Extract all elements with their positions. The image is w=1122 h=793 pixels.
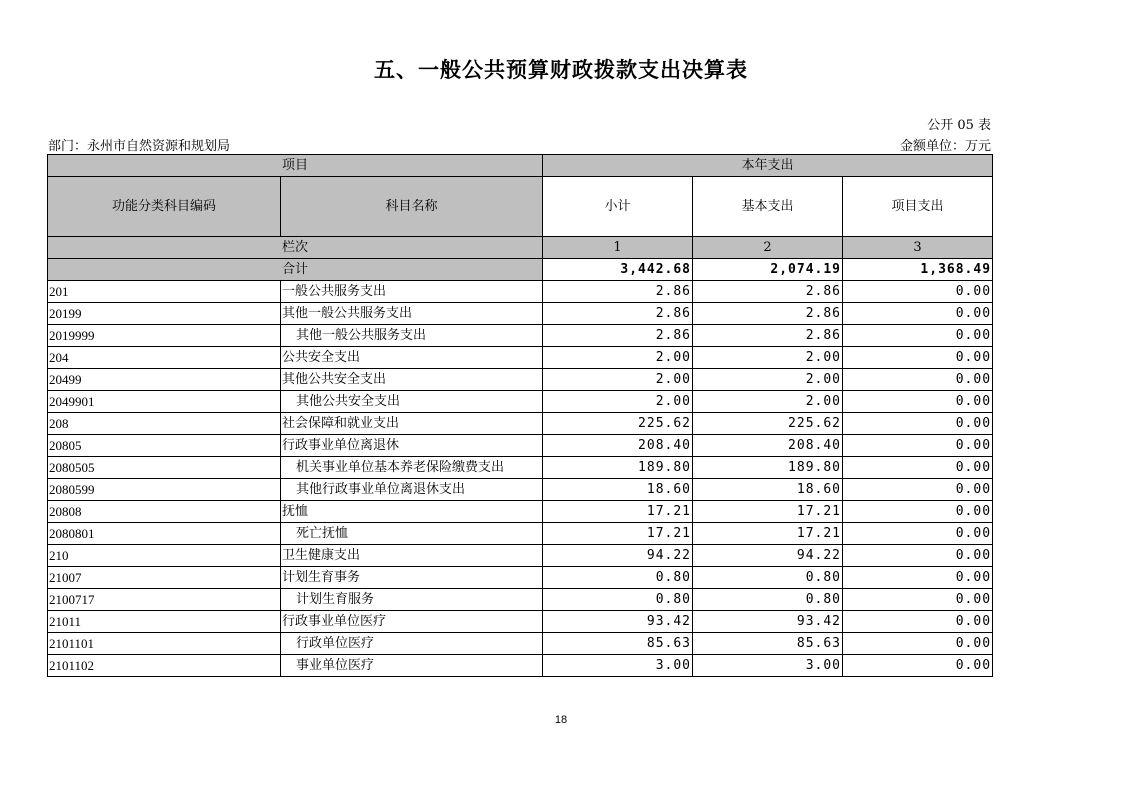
row-code: 20805	[48, 435, 281, 457]
row-name: 计划生育服务	[281, 589, 543, 611]
header-project: 项目	[48, 155, 543, 177]
row-project: 0.00	[843, 281, 993, 303]
table-row	[48, 633, 993, 655]
row-project: 0.00	[843, 435, 993, 457]
row-name: 一般公共服务支出	[281, 281, 543, 303]
table-row	[48, 611, 993, 633]
row-basic: 18.60	[693, 479, 843, 501]
row-name: 计划生育事务	[281, 567, 543, 589]
row-code: 20199	[48, 303, 281, 325]
row-project: 0.00	[843, 611, 993, 633]
table-row	[48, 391, 993, 413]
table-row	[48, 347, 993, 369]
row-subtotal: 0.80	[543, 567, 693, 589]
table-row	[48, 281, 993, 303]
row-name: 机关事业单位基本养老保险缴费支出	[281, 457, 543, 479]
column-index-3: 3	[843, 237, 993, 259]
row-basic: 94.22	[693, 545, 843, 567]
table-row	[48, 567, 993, 589]
row-project: 0.00	[843, 501, 993, 523]
total-project: 1,368.49	[843, 259, 993, 281]
table-row	[48, 523, 993, 545]
row-project: 0.00	[843, 347, 993, 369]
row-code: 20499	[48, 369, 281, 391]
row-subtotal: 2.86	[543, 325, 693, 347]
row-project: 0.00	[843, 523, 993, 545]
table-row	[48, 369, 993, 391]
table-row	[48, 325, 993, 347]
table-row	[48, 501, 993, 523]
row-name: 公共安全支出	[281, 347, 543, 369]
total-basic: 2,074.19	[693, 259, 843, 281]
row-basic: 2.86	[693, 303, 843, 325]
row-name: 其他行政事业单位离退休支出	[281, 479, 543, 501]
row-project: 0.00	[843, 369, 993, 391]
row-code: 20808	[48, 501, 281, 523]
row-basic: 17.21	[693, 501, 843, 523]
row-project: 0.00	[843, 303, 993, 325]
department-label: 部门：永州市自然资源和规划局	[48, 139, 231, 154]
row-name: 其他一般公共服务支出	[281, 303, 543, 325]
header-basic: 基本支出	[693, 177, 843, 237]
row-code: 21011	[48, 611, 281, 633]
row-name: 行政事业单位离退休	[281, 435, 543, 457]
row-name: 其他公共安全支出	[281, 391, 543, 413]
header-row-index	[48, 237, 993, 259]
row-name: 其他一般公共服务支出	[281, 325, 543, 347]
row-subtotal: 2.86	[543, 281, 693, 303]
form-number: 公开 05 表	[927, 118, 991, 133]
table-row	[48, 479, 993, 501]
row-code: 2101102	[48, 655, 281, 677]
row-code: 2100717	[48, 589, 281, 611]
row-project: 0.00	[843, 391, 993, 413]
row-basic: 3.00	[693, 655, 843, 677]
row-name: 行政事业单位医疗	[281, 611, 543, 633]
row-subtotal: 208.40	[543, 435, 693, 457]
row-code: 2101101	[48, 633, 281, 655]
row-code: 2049901	[48, 391, 281, 413]
row-code: 21007	[48, 567, 281, 589]
row-subtotal: 17.21	[543, 523, 693, 545]
row-project: 0.00	[843, 413, 993, 435]
row-subtotal: 3.00	[543, 655, 693, 677]
header-subtotal: 小计	[543, 177, 693, 237]
row-subtotal: 18.60	[543, 479, 693, 501]
total-subtotal: 3,442.68	[543, 259, 693, 281]
row-subtotal: 93.42	[543, 611, 693, 633]
header-project-expense: 项目支出	[843, 177, 993, 237]
header-name: 科目名称	[281, 177, 543, 237]
row-project: 0.00	[843, 589, 993, 611]
table-row	[48, 435, 993, 457]
header-row-columns	[48, 177, 993, 237]
total-row	[48, 259, 993, 281]
header-row-top	[48, 155, 993, 177]
table-row	[48, 545, 993, 567]
row-basic: 2.00	[693, 391, 843, 413]
table-row	[48, 413, 993, 435]
row-name: 事业单位医疗	[281, 655, 543, 677]
row-basic: 17.21	[693, 523, 843, 545]
expenditure-table	[47, 154, 993, 677]
amount-unit-label: 金额单位：万元	[899, 139, 991, 154]
table-row	[48, 655, 993, 677]
column-index-2: 2	[693, 237, 843, 259]
row-subtotal: 2.00	[543, 391, 693, 413]
row-name: 社会保障和就业支出	[281, 413, 543, 435]
row-name: 行政单位医疗	[281, 633, 543, 655]
row-project: 0.00	[843, 655, 993, 677]
row-basic: 2.00	[693, 347, 843, 369]
row-project: 0.00	[843, 457, 993, 479]
table-body	[48, 281, 993, 677]
row-code: 2080505	[48, 457, 281, 479]
row-name: 卫生健康支出	[281, 545, 543, 567]
header-current-year: 本年支出	[543, 155, 993, 177]
table-row	[48, 589, 993, 611]
row-subtotal: 0.80	[543, 589, 693, 611]
row-code: 210	[48, 545, 281, 567]
row-code: 2080599	[48, 479, 281, 501]
row-basic: 2.86	[693, 281, 843, 303]
row-subtotal: 189.80	[543, 457, 693, 479]
row-project: 0.00	[843, 325, 993, 347]
page-number: 18	[554, 714, 568, 726]
row-subtotal: 225.62	[543, 413, 693, 435]
row-basic: 225.62	[693, 413, 843, 435]
row-code: 2080801	[48, 523, 281, 545]
row-project: 0.00	[843, 633, 993, 655]
row-name: 死亡抚恤	[281, 523, 543, 545]
row-subtotal: 2.86	[543, 303, 693, 325]
row-code: 204	[48, 347, 281, 369]
row-basic: 189.80	[693, 457, 843, 479]
row-subtotal: 2.00	[543, 369, 693, 391]
column-index-label: 栏次	[48, 237, 543, 259]
page-title: 五、一般公共预算财政拨款支出决算表	[374, 58, 748, 82]
total-label: 合计	[48, 259, 543, 281]
row-basic: 93.42	[693, 611, 843, 633]
row-name: 其他公共安全支出	[281, 369, 543, 391]
row-basic: 2.00	[693, 369, 843, 391]
header-code: 功能分类科目编码	[48, 177, 281, 237]
row-basic: 0.80	[693, 589, 843, 611]
row-basic: 208.40	[693, 435, 843, 457]
table-row	[48, 457, 993, 479]
row-project: 0.00	[843, 567, 993, 589]
row-code: 208	[48, 413, 281, 435]
row-subtotal: 17.21	[543, 501, 693, 523]
row-code: 2019999	[48, 325, 281, 347]
row-basic: 2.86	[693, 325, 843, 347]
row-subtotal: 85.63	[543, 633, 693, 655]
row-subtotal: 94.22	[543, 545, 693, 567]
row-subtotal: 2.00	[543, 347, 693, 369]
row-basic: 85.63	[693, 633, 843, 655]
row-code: 201	[48, 281, 281, 303]
row-name: 抚恤	[281, 501, 543, 523]
row-project: 0.00	[843, 479, 993, 501]
row-project: 0.00	[843, 545, 993, 567]
column-index-1: 1	[543, 237, 693, 259]
row-basic: 0.80	[693, 567, 843, 589]
table-row	[48, 303, 993, 325]
